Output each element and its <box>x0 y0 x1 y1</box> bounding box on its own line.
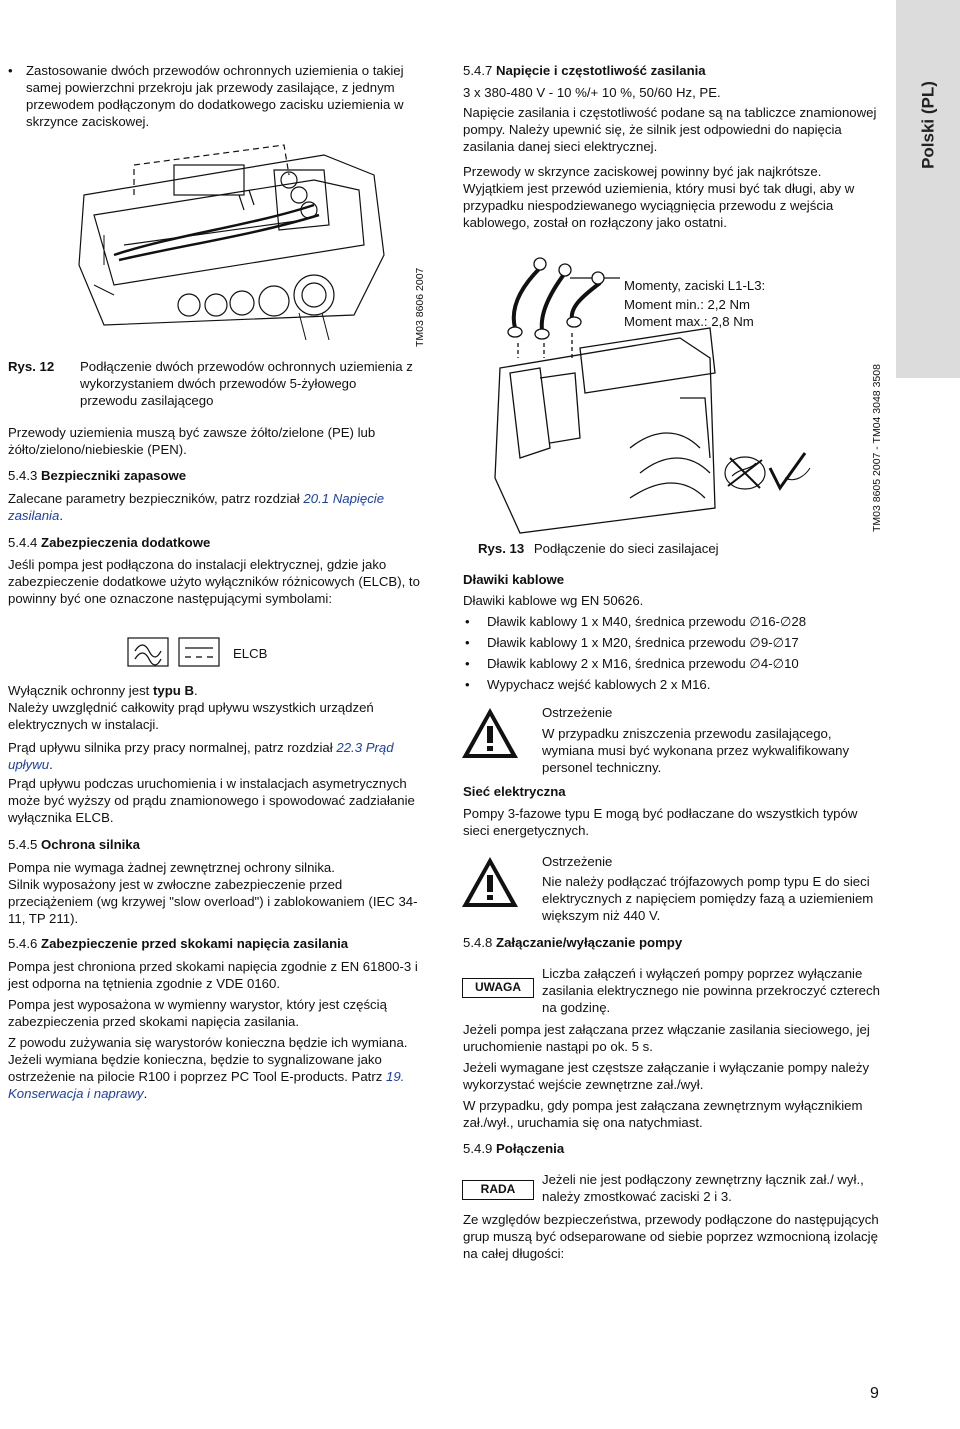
bullet-dot: • <box>8 63 13 78</box>
heading-5-4-7: 5.4.7 Napięcie i częstotliwość zasilania <box>463 63 706 78</box>
torque-min: Moment min.: 2,2 Nm <box>624 297 751 312</box>
elcb-text: Jeśli pompa jest podłączona do instalacji elektrycznej, gdzie jako zabezpieczenie dodatkowe użyto wyłączników różnicowych (ELCB), to powinny być one oznaczone następującymi symbolami: <box>8 557 420 606</box>
fig12-label: Rys. 12 <box>8 359 55 374</box>
warning-2-title: Ostrzeżenie <box>542 854 613 869</box>
warning-icon <box>460 855 520 910</box>
elcb-label: ELCB <box>233 646 268 661</box>
link-19[interactable]: 19. Konserwacja i naprawy <box>8 1069 405 1101</box>
switch-text-1: Jeżeli pompa jest załączana przez włączanie zasilania sieciowego, jej uruchomienie nastąpi po ok. 5 s. <box>463 1022 870 1054</box>
list-item: • Wypychacz wejść kablowych 2 x M16. <box>463 676 893 693</box>
fig12-caption-block <box>8 358 428 409</box>
rada-badge: RADA <box>462 1180 534 1200</box>
mains-text: Pompy 3-fazowe typu E mogą być podłaczane do wszystkich typów sieci energetycznych. <box>463 806 858 838</box>
voltage-text-1: Napięcie zasilania i częstotliwość podane są na tabliczce znamionowej pompy. Należy upewnić się, że silnik jest odpowiedni do napięcia zasilania danej sieci elektrycznej. <box>463 105 877 154</box>
list-item: • Dławik kablowy 2 x M16, średnica przewodu ∅4-∅10 <box>463 655 893 672</box>
breaker-type-text: Wyłącznik ochronny jest typu B. <box>8 683 198 698</box>
fig13-caption-block <box>478 540 719 557</box>
left-bullet <box>8 62 428 130</box>
switch-text-2: Jeżeli wymagane jest częstsze załączanie i wyłączanie pompy należy wykorzystać wejście zewnętrzne zał./wył. <box>463 1060 870 1092</box>
list-item: • Dławik kablowy 1 x M20, średnica przewodu ∅9-∅17 <box>463 634 893 651</box>
breaker-text-2: Należy uwzględnić całkowity prąd upływu wszystkich urządzeń elektrycznych w instalacji. <box>8 700 374 732</box>
grounding-text: Przewody uziemienia muszą być zawsze żółto/zielone (PE) lub żółto/zielono/niebieskie (PEN). <box>8 425 376 457</box>
surge-text-3: Z powodu zużywania się warystorów konieczna będzie ich wymiana. Jeżeli wymiana będzie konieczna, będzie to sygnalizowane jako ostrzeżenie na pilocie R100 i poprzez PC Tool E-products. Patrz 19. Konserwacja i naprawy. <box>8 1035 408 1101</box>
link-20-1[interactable]: 20.1 Napięcie zasilania <box>8 491 385 523</box>
motor-protection-text-1: Pompa nie wymaga żadnej zewnętrznej ochrony silnika. <box>8 860 335 875</box>
uwaga-text: Liczba załączeń i wyłączeń pompy poprzez wyłączanie zasilania elektrycznego nie powinna przekroczyć czterech na godzinę. <box>542 966 880 1015</box>
torque-block <box>624 277 765 330</box>
elcb-symbols <box>127 637 221 667</box>
heading-cable-glands: Dławiki kablowe <box>463 572 565 587</box>
heading-5-4-5: 5.4.5 Ochrona silnika <box>8 837 140 852</box>
motor-protection-text-2: Silnik wyposażony jest w zwłoczne zabezpieczenie przed przeciążeniem (wg krzywej "slow overload") i zablokowaniem (IEC 34-11, TP 211). <box>8 877 418 926</box>
bullet-text: Zastosowanie dwóch przewodów ochronnych uziemienia o takiej samej powierzchni przekroju jak przewody zasilające, z jednym przewodem podłączonym do dodatkowego zacisku uziemienia w skrzynce zaciskowej. <box>26 63 404 129</box>
leak-text: Prąd upływu silnika przy pracy normalnej, patrz rozdział 22.3 Prąd upływu. <box>8 740 394 772</box>
heading-5-4-9: 5.4.9 Połączenia <box>463 1141 565 1156</box>
heading-mains: Sieć elektryczna <box>463 784 566 799</box>
terminal-box-figure <box>74 135 404 345</box>
heading-5-4-3: 5.4.3 Bezpieczniki zapasowe <box>8 468 187 483</box>
torque-max: Moment max.: 2,8 Nm <box>624 314 754 329</box>
glands-list <box>463 613 893 697</box>
fig12-code: TM03 8606 2007 <box>414 267 426 347</box>
fig12-caption: Podłączenie dwóch przewodów ochronnych uziemienia z wykorzystaniem dwóch przewodów 5-żyłowego przewodu zasilającego <box>80 359 413 408</box>
page-number: 9 <box>870 1385 879 1402</box>
fig13-code: TM03 8605 2007 - TM04 3048 3508 <box>871 364 883 532</box>
warning-1-text: W przypadku zniszczenia przewodu zasilającego, wymiana musi być wykonana przez wykwalifikowany personel techniczny. <box>542 726 850 775</box>
link-22-3[interactable]: 22.3 Prąd upływu <box>8 740 394 772</box>
connections-text: Ze względów bezpieczeństwa, przewody podłączone do następujących grup muszą być odseparowane od siebie poprzez wzmocnioną izolację na całej długości: <box>463 1212 879 1261</box>
voltage-line: 3 x 380-480 V - 10 %/+ 10 %, 50/60 Hz, PE. <box>463 85 721 100</box>
warning-icon <box>460 706 520 761</box>
surge-text-1: Pompa jest chroniona przed skokami napięcia zgodnie z EN 61800-3 i jest odporna na tętnienia zgodnie z VDE 0160. <box>8 959 418 991</box>
fig13-caption: Podłączenie do sieci zasilajacej <box>533 541 719 556</box>
uwaga-badge: UWAGA <box>462 978 534 998</box>
switch-text-3: W przypadku, gdy pompa jest załączana zewnętrznym wyłącznikiem zał./wył., uruchamia się ona natychmiast. <box>463 1098 863 1130</box>
voltage-text-2: Przewody w skrzynce zaciskowej powinny być jak najkrótsze. Wyjątkiem jest przewód uziemienia, który musi być tak długi, aby w przypadku niespodziewanego wyciągnięcia przewodu z wejścia kablowego, został on rozłączony jako ostatni. <box>463 164 855 230</box>
torque-title: Momenty, zaciski L1-L3: <box>624 278 766 293</box>
heading-5-4-6: 5.4.6 Zabezpieczenie przed skokami napięcia zasilania <box>8 936 349 951</box>
warning-2-text: Nie należy podłączać trójfazowych pomp typu E do sieci elektrycznych z napięciem pomiędzy fazą a uziemieniem większym niż 440 V. <box>542 874 874 923</box>
fig13-label: Rys. 13 <box>478 541 525 556</box>
leak-text-2: Prąd upływu podczas uruchomienia i w instalacjach asymetrycznych może być wyższy od prądu znamionowego i spowodować zadziałanie wyłącznika ELCB. <box>8 776 415 825</box>
heading-5-4-8: 5.4.8 Załączanie/wyłączanie pompy <box>463 935 683 950</box>
heading-5-4-4: 5.4.4 Zabezpieczenia dodatkowe <box>8 535 211 550</box>
fuse-text: Zalecane parametry bezpieczników, patrz rozdział 20.1 Napięcie zasilania. <box>8 491 385 523</box>
language-label: Polski (PL) <box>918 81 938 169</box>
language-side-tab <box>896 0 960 378</box>
warning-1-title: Ostrzeżenie <box>542 705 613 720</box>
rada-text: Jeżeli nie jest podłączony zewnętrzny łącznik zał./ wył., należy zmostkować zaciski 2 i 3. <box>542 1172 864 1204</box>
surge-text-2: Pompa jest wyposażona w wymienny warystor, który jest częścią zabezpieczenia przed skokami napięcia zasilania. <box>8 997 387 1029</box>
glands-standard: Dławiki kablowe wg EN 50626. <box>463 593 644 608</box>
list-item: • Dławik kablowy 1 x M40, średnica przewodu ∅16-∅28 <box>463 613 893 630</box>
